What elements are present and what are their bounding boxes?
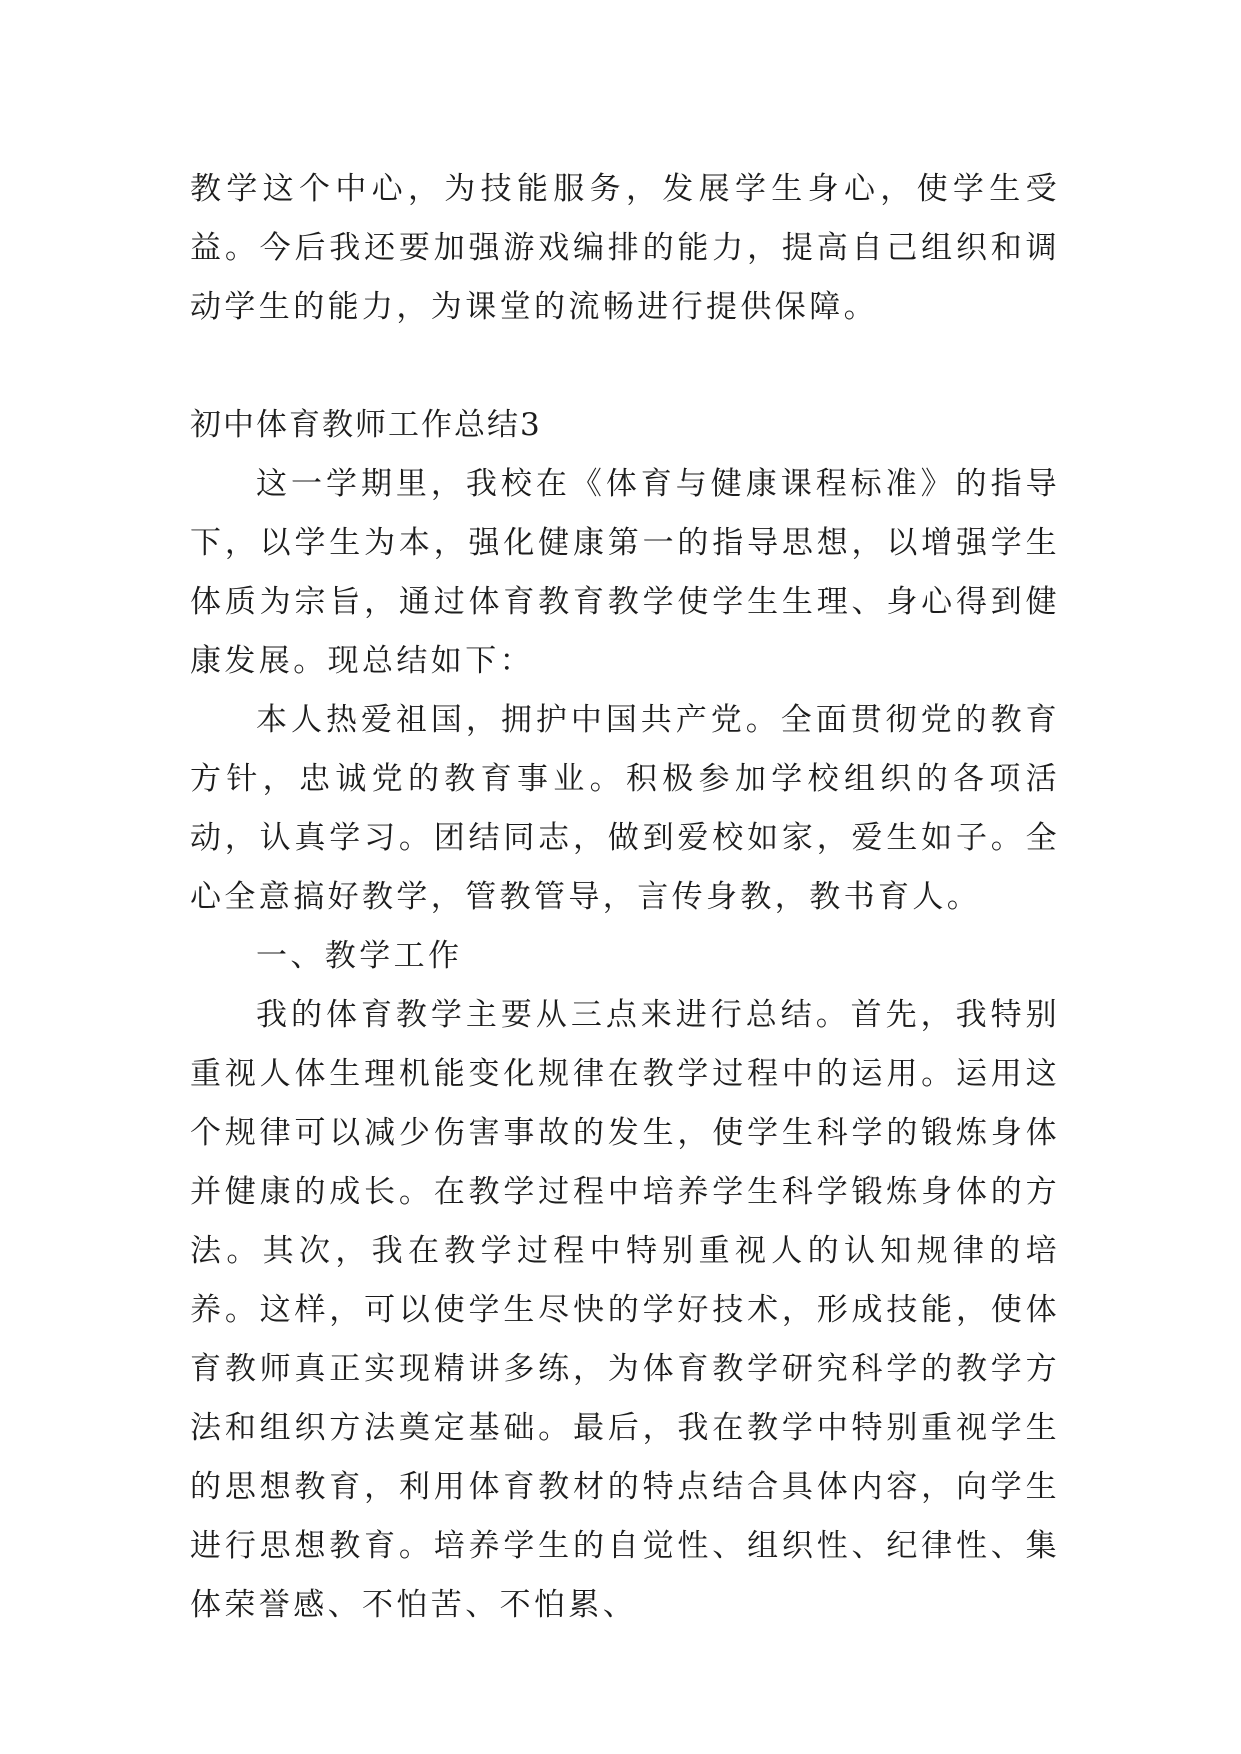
teaching-paragraph: 我的体育教学主要从三点来进行总结。首先，我特别重视人体生理机能变化规律在教学过程中的运用。运用这个规律可以减少伤害事故的发生，使学生科学的锻炼身体并健康的成长。在教学过程中培养学生科学锻炼身体的方法。其次，我在教学过程中特别重视人的认知规律的培养。这样，可以使学生尽快的学好技术，形成技能，使体育教师真正实现精讲多练，为体育教学研究科学的教学方法和组织方法奠定基础。最后，我在教学中特别重视学生的思想教育，利用体育教材的特点结合具体内容，向学生进行思想教育。培养学生的自觉性、组织性、纪律性、集体荣誉感、不怕苦、不怕累、 (190, 997, 1060, 1623)
section-title: 初中体育教师工作总结3 (190, 407, 542, 443)
heading-teaching-work: 一、教学工作 (256, 938, 463, 974)
intro-paragraph: 这一学期里，我校在《体育与健康课程标准》的指导下，以学生为本，强化健康第一的指导思想，以增强学生体质为宗旨，通过体育教育教学使学生生理、身心得到健康发展。现总结如下： (190, 466, 1060, 679)
continuation-paragraph: 教学这个中心，为技能服务，发展学生身心，使学生受益。今后我还要加强游戏编排的能力，提高自己组织和调动学生的能力，为课堂的流畅进行提供保障。 (190, 171, 1060, 325)
document-body (190, 160, 1060, 1635)
attitude-paragraph: 本人热爱祖国，拥护中国共产党。全面贯彻党的教育方针，忠诚党的教育事业。积极参加学校组织的各项活动，认真学习。团结同志，做到爱校如家，爱生如子。全心全意搞好教学，管教管导，言传身教，教书育人。 (190, 702, 1060, 915)
